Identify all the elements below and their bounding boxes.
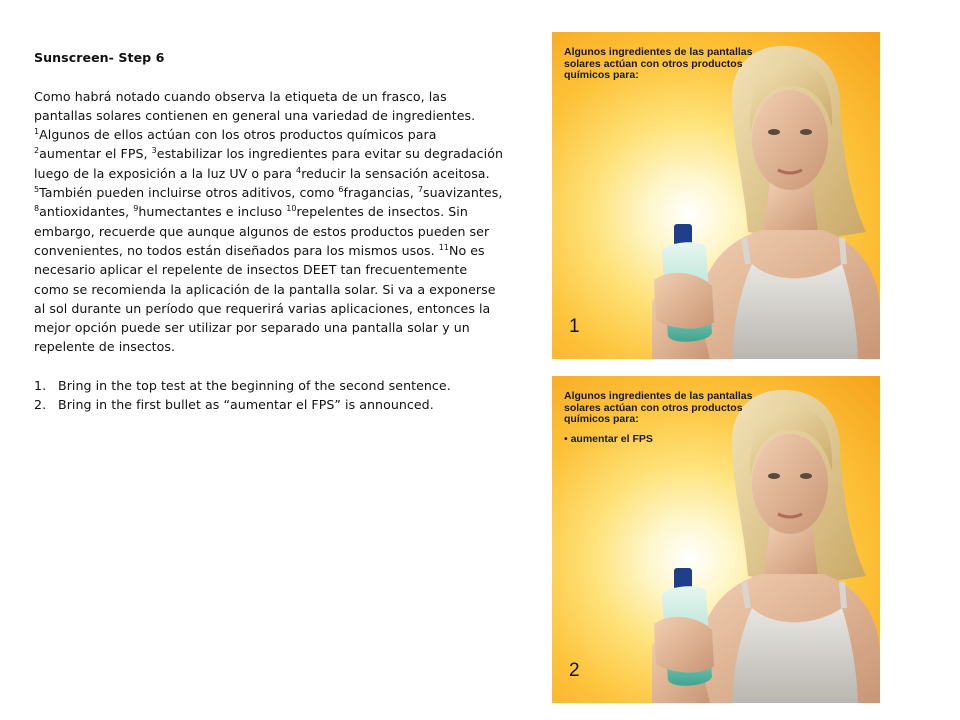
note-item bbox=[34, 376, 504, 395]
footnote-marker: 7 bbox=[417, 185, 424, 195]
paragraph-text: repelentes de insectos. Sin embargo, recuerde que aunque algunos de estos productos pueden ser convenientes, no todos están diseñados para los mismos usos. bbox=[34, 204, 490, 258]
slide-bullet: • aumentar el FPS bbox=[564, 433, 653, 445]
note-text: Bring in the first bullet as “aumentar el FPS” is announced. bbox=[58, 397, 434, 413]
footnote-marker: 2 bbox=[34, 146, 40, 156]
paragraph-text: fragancias, bbox=[343, 185, 418, 201]
note-item bbox=[34, 395, 504, 414]
paragraph-text: aumentar el FPS, bbox=[39, 146, 152, 162]
slide-frame-1 bbox=[552, 32, 880, 359]
footnote-marker: 4 bbox=[296, 165, 302, 175]
paragraph-text: Como habrá notado cuando observa la etiqueta de un frasco, las pantallas solares contienen en general una variedad de ingredientes. bbox=[34, 88, 476, 123]
footnote-marker: 1 bbox=[34, 127, 40, 137]
slide-number: 2 bbox=[569, 660, 580, 681]
paragraph-text: reducir la sensación aceitosa. bbox=[301, 165, 490, 181]
footnote-marker: 5 bbox=[34, 185, 40, 195]
slide-heading: Algunos ingredientes de las pantallas solares actúan con otros productos químicos para: bbox=[564, 390, 753, 425]
paragraph-text: estabilizar los ingredientes para evitar su degradación luego de la exposición a la luz UV o para bbox=[34, 146, 503, 181]
page-title: Sunscreen- Step 6 bbox=[34, 50, 165, 65]
paragraph-text: Algunos de ellos actúan con los otros productos químicos para bbox=[39, 127, 437, 143]
footnote-marker: 8 bbox=[34, 204, 40, 214]
note-number: 1. bbox=[34, 378, 47, 394]
paragraph-text: También pueden incluirse otros aditivos, como bbox=[39, 185, 339, 201]
paragraph-text: antioxidantes, bbox=[39, 204, 134, 220]
script-text-column bbox=[34, 48, 504, 415]
note-number: 2. bbox=[34, 397, 47, 413]
footnote-marker: 9 bbox=[133, 204, 139, 214]
slide-frame-2 bbox=[552, 376, 880, 703]
paragraph-text: humectantes e incluso bbox=[138, 204, 287, 220]
footnote-marker: 10 bbox=[286, 204, 297, 214]
paragraph-text: suavizantes, bbox=[423, 185, 503, 201]
note-text: Bring in the top test at the beginning of the second sentence. bbox=[58, 378, 451, 394]
paragraph-text: No es necesario aplicar el repelente de insectos DEET tan frecuentemente como se recomienda la aplicación de la pantalla solar. Si va a exponerse al sol durante un período que requerirá varias aplicaciones, entonces la mejor opción puede ser utilizar por separado una pantalla solar y un repelente de insectos. bbox=[34, 242, 496, 355]
footnote-marker: 3 bbox=[151, 146, 157, 156]
narration-paragraph bbox=[34, 87, 504, 357]
footnote-marker: 6 bbox=[338, 185, 344, 195]
slide-number: 1 bbox=[569, 316, 580, 337]
production-notes-list bbox=[34, 376, 504, 415]
slide-heading: Algunos ingredientes de las pantallas solares actúan con otros productos químicos para: bbox=[564, 46, 753, 81]
footnote-marker: 11 bbox=[438, 242, 449, 252]
